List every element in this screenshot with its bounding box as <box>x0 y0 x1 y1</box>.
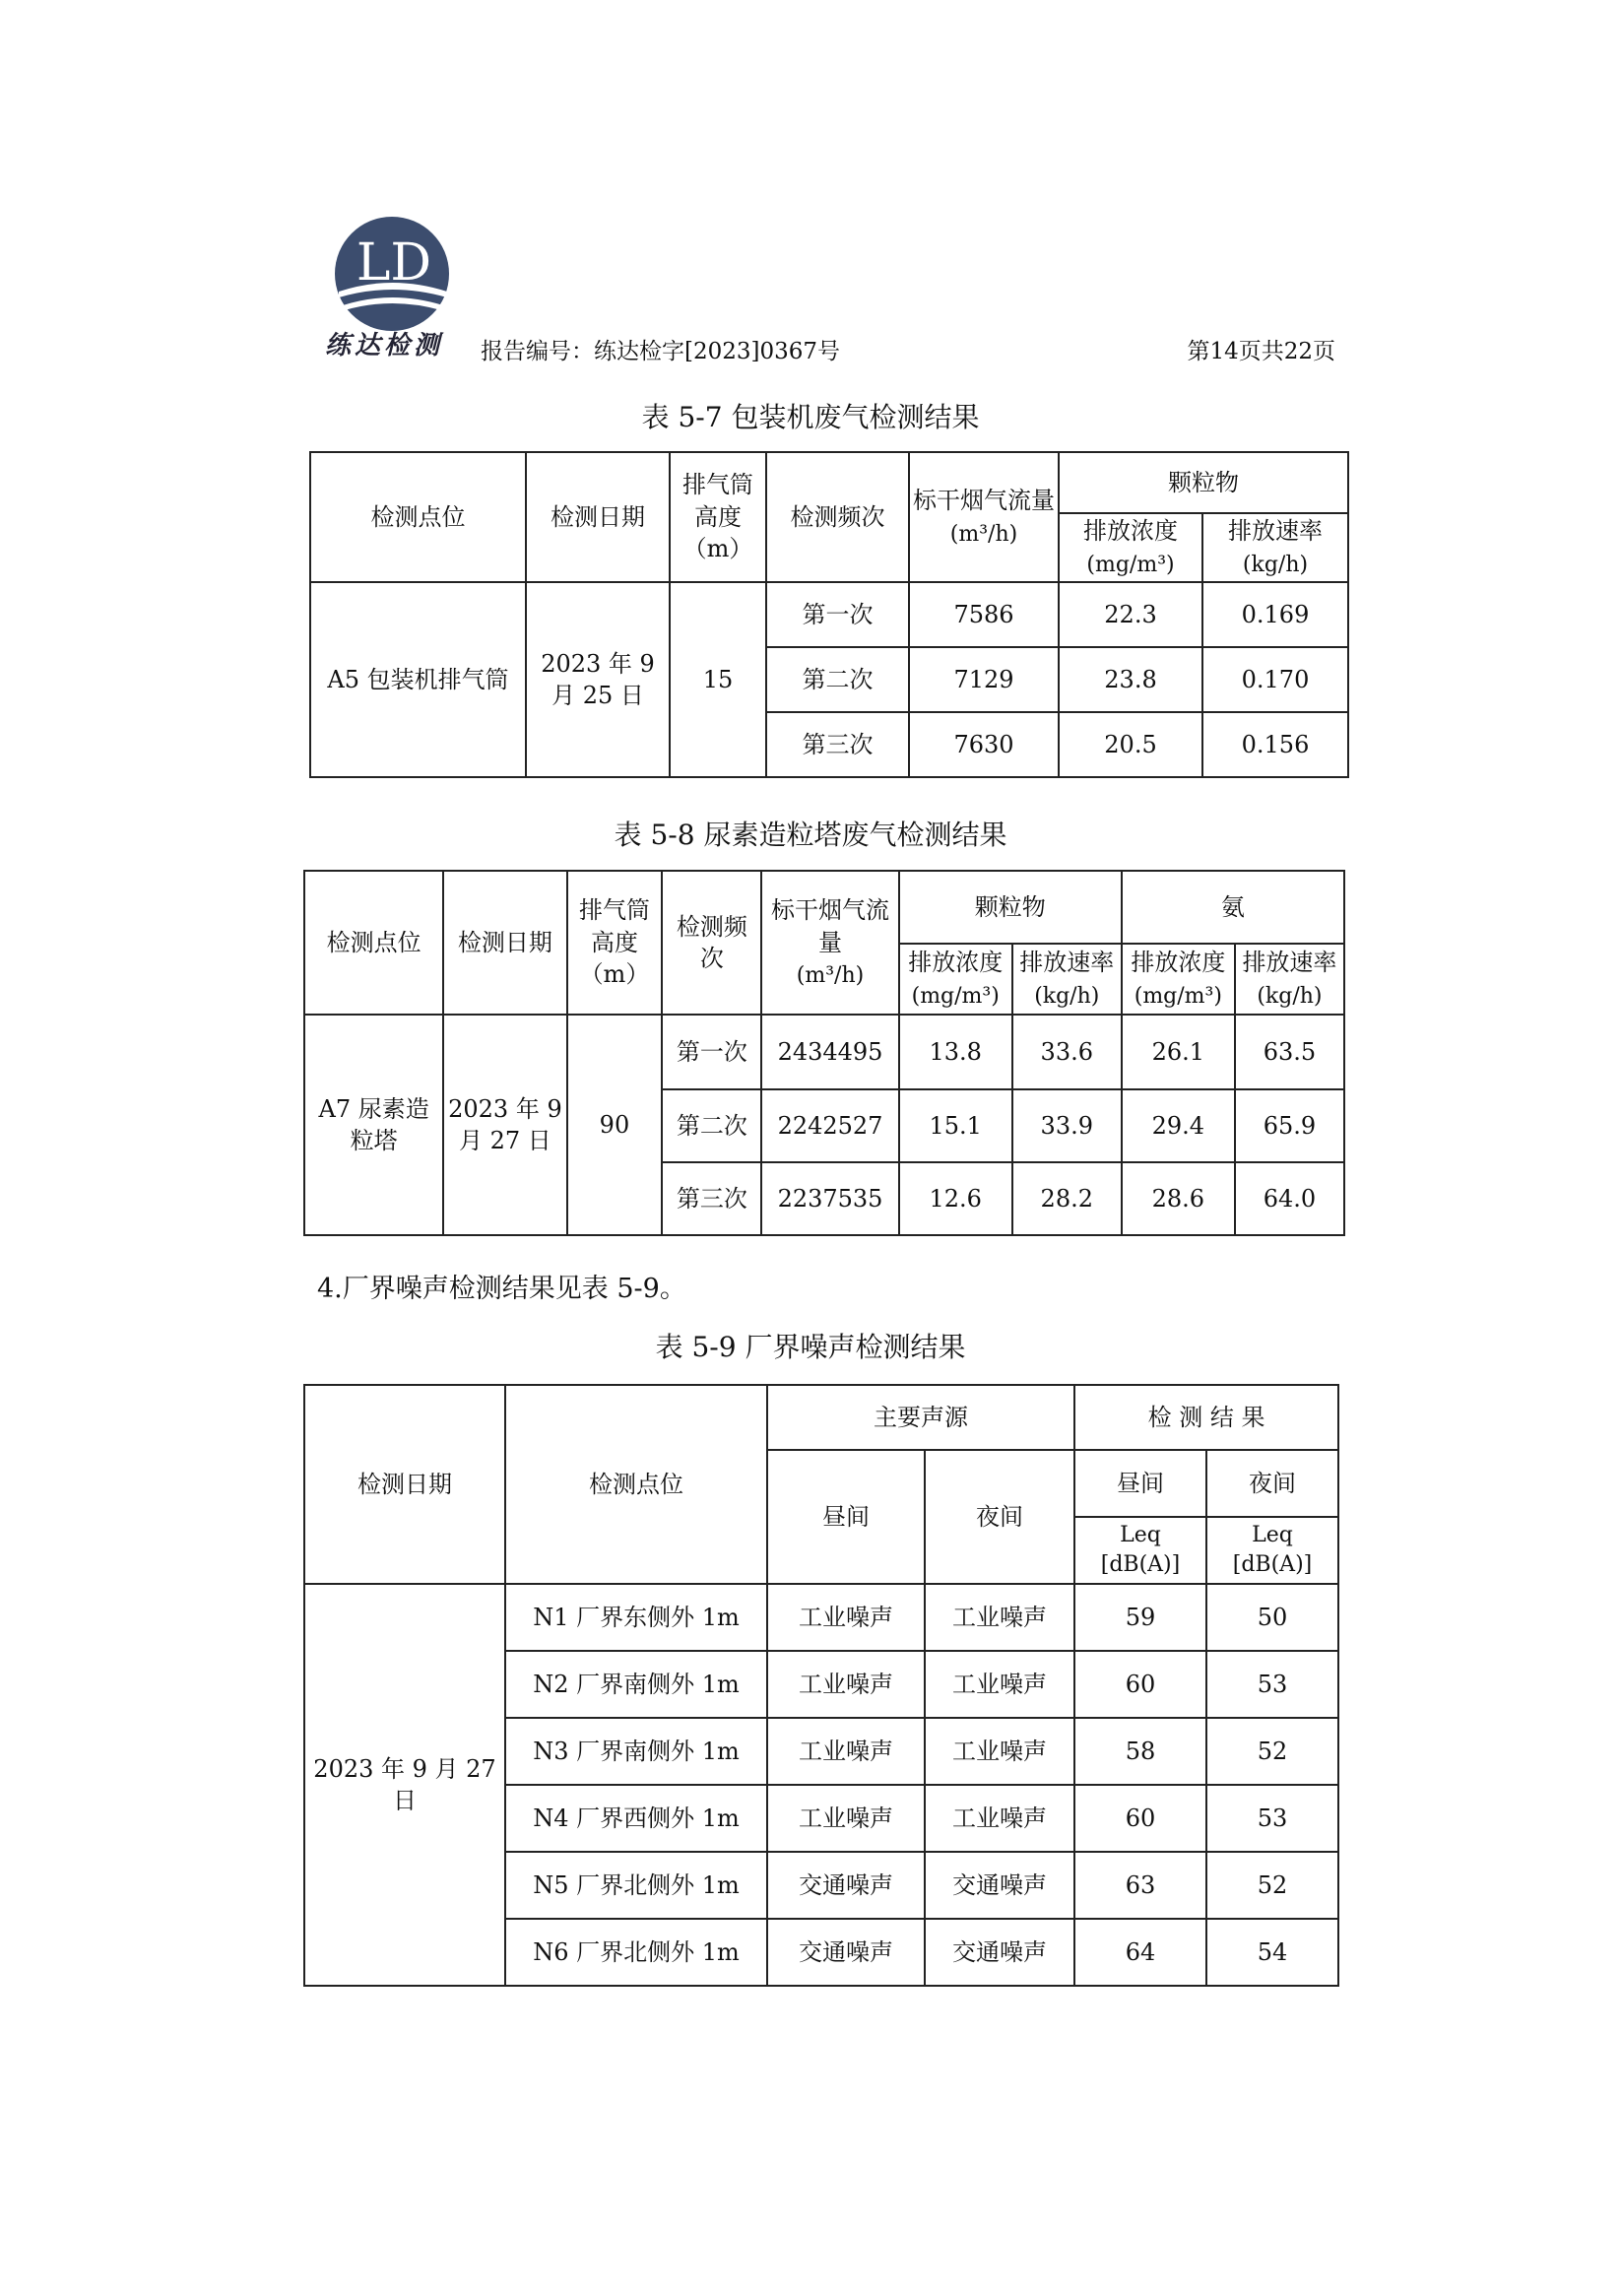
header-source-day: 昼间 <box>767 1450 925 1584</box>
table-5-9 <box>303 1384 1339 1987</box>
cell-night: 52 <box>1206 1852 1338 1919</box>
cell-pm-rate: 28.2 <box>1012 1162 1122 1235</box>
cell-height: 15 <box>670 582 766 777</box>
header-pm: 颗粒物 <box>1059 452 1348 513</box>
cell-src-night: 工业噪声 <box>925 1584 1074 1651</box>
header-source-night: 夜间 <box>925 1450 1074 1584</box>
header-pm-conc: 排放浓度 (mg/m³) <box>899 944 1012 1015</box>
header-result-day: 昼间 <box>1074 1450 1206 1517</box>
cell-nh3-rate: 63.5 <box>1235 1015 1344 1089</box>
cell-point: N1 厂界东侧外 1m <box>505 1584 767 1651</box>
cell-nh3-conc: 26.1 <box>1122 1015 1235 1089</box>
cell-point: N6 厂界北侧外 1m <box>505 1919 767 1986</box>
cell-pm-conc: 13.8 <box>899 1015 1012 1089</box>
cell-src-day: 工业噪声 <box>767 1584 925 1651</box>
cell-day: 59 <box>1074 1584 1206 1651</box>
cell-freq: 第二次 <box>662 1089 761 1162</box>
header-source: 主要声源 <box>767 1385 1074 1450</box>
header-point: 检测点位 <box>304 871 443 1015</box>
cell-src-day: 工业噪声 <box>767 1785 925 1852</box>
header-conc: 排放浓度 (mg/m³) <box>1059 513 1202 582</box>
cell-freq: 第三次 <box>766 712 909 777</box>
cell-pm-rate: 33.9 <box>1012 1089 1122 1162</box>
cell-nh3-conc: 29.4 <box>1122 1089 1235 1162</box>
cell-point: N3 厂界南侧外 1m <box>505 1718 767 1785</box>
cell-flow: 2434495 <box>761 1015 898 1089</box>
header-leq-day: Leq [dB(A)] <box>1074 1517 1206 1584</box>
cell-src-night: 工业噪声 <box>925 1651 1074 1718</box>
header-freq: 检测频次 <box>766 452 909 582</box>
table-row <box>304 1015 1344 1089</box>
company-logo <box>325 215 463 333</box>
table-5-7-caption: 表 5-7 包装机废气检测结果 <box>641 401 980 433</box>
header-date: 检测日期 <box>526 452 670 582</box>
header-flow: 标干烟气流量 (m³/h) <box>761 871 898 1015</box>
header-freq: 检测频次 <box>662 871 761 1015</box>
cell-night: 52 <box>1206 1718 1338 1785</box>
cell-point: A7 尿素造粒塔 <box>304 1015 443 1235</box>
cell-src-day: 工业噪声 <box>767 1718 925 1785</box>
header-pm-rate: 排放速率 (kg/h) <box>1012 944 1122 1015</box>
page-number: 第14页共22页 <box>1187 339 1335 364</box>
cell-nh3-rate: 65.9 <box>1235 1089 1344 1162</box>
header-date: 检测日期 <box>304 1385 505 1584</box>
cell-date: 2023 年 9 月 27 日 <box>443 1015 566 1235</box>
header-date: 检测日期 <box>443 871 566 1015</box>
table-5-9-caption: 表 5-9 厂界噪声检测结果 <box>655 1331 966 1363</box>
header-height: 排气筒高度（m） <box>670 452 766 582</box>
cell-src-day: 交通噪声 <box>767 1919 925 1986</box>
cell-pm-rate: 33.6 <box>1012 1015 1122 1089</box>
cell-day: 63 <box>1074 1852 1206 1919</box>
cell-freq: 第一次 <box>766 582 909 647</box>
header-nh3-rate: 排放速率 (kg/h) <box>1235 944 1344 1015</box>
logo-mark: LD <box>356 233 432 293</box>
cell-night: 53 <box>1206 1785 1338 1852</box>
header-rate: 排放速率 (kg/h) <box>1202 513 1348 582</box>
table-5-8 <box>303 870 1345 1236</box>
header-result: 检 测 结 果 <box>1074 1385 1338 1450</box>
header-pm: 颗粒物 <box>899 871 1122 944</box>
cell-rate: 0.169 <box>1202 582 1348 647</box>
header-result-night: 夜间 <box>1206 1450 1338 1517</box>
cell-freq: 第三次 <box>662 1162 761 1235</box>
header-point: 检测点位 <box>505 1385 767 1584</box>
cell-conc: 20.5 <box>1059 712 1202 777</box>
table-row <box>304 1584 1338 1651</box>
noise-intro: 4.厂界噪声检测结果见表 5-9。 <box>317 1274 686 1304</box>
cell-date: 2023 年 9 月 25 日 <box>526 582 670 777</box>
cell-day: 58 <box>1074 1718 1206 1785</box>
header-leq-night: Leq [dB(A)] <box>1206 1517 1338 1584</box>
cell-src-night: 交通噪声 <box>925 1919 1074 1986</box>
header-height: 排气筒高度（m） <box>567 871 663 1015</box>
cell-conc: 22.3 <box>1059 582 1202 647</box>
header-point: 检测点位 <box>310 452 526 582</box>
cell-night: 50 <box>1206 1584 1338 1651</box>
cell-conc: 23.8 <box>1059 647 1202 712</box>
cell-night: 53 <box>1206 1651 1338 1718</box>
cell-day: 60 <box>1074 1651 1206 1718</box>
table-row <box>310 582 1348 647</box>
cell-freq: 第一次 <box>662 1015 761 1089</box>
cell-pm-conc: 15.1 <box>899 1089 1012 1162</box>
cell-src-night: 工业噪声 <box>925 1718 1074 1785</box>
cell-point: N2 厂界南侧外 1m <box>505 1651 767 1718</box>
table-5-8-caption: 表 5-8 尿素造粒塔废气检测结果 <box>614 819 1007 851</box>
cell-date: 2023 年 9 月 27 日 <box>304 1584 505 1986</box>
cell-day: 64 <box>1074 1919 1206 1986</box>
cell-flow: 2242527 <box>761 1089 898 1162</box>
cell-nh3-conc: 28.6 <box>1122 1162 1235 1235</box>
header-nh3-conc: 排放浓度 (mg/m³) <box>1122 944 1235 1015</box>
cell-freq: 第二次 <box>766 647 909 712</box>
cell-point: N4 厂界西侧外 1m <box>505 1785 767 1852</box>
cell-point: N5 厂界北侧外 1m <box>505 1852 767 1919</box>
table-5-7 <box>309 451 1349 778</box>
cell-flow: 7586 <box>909 582 1059 647</box>
cell-rate: 0.170 <box>1202 647 1348 712</box>
cell-flow: 2237535 <box>761 1162 898 1235</box>
cell-rate: 0.156 <box>1202 712 1348 777</box>
cell-src-day: 交通噪声 <box>767 1852 925 1919</box>
logo-name: 练达检测 <box>325 331 444 361</box>
cell-height: 90 <box>567 1015 663 1235</box>
header-flow: 标干烟气流量 (m³/h) <box>909 452 1059 582</box>
cell-src-night: 工业噪声 <box>925 1785 1074 1852</box>
cell-flow: 7129 <box>909 647 1059 712</box>
cell-flow: 7630 <box>909 712 1059 777</box>
cell-day: 60 <box>1074 1785 1206 1852</box>
cell-night: 54 <box>1206 1919 1338 1986</box>
cell-pm-conc: 12.6 <box>899 1162 1012 1235</box>
cell-src-day: 工业噪声 <box>767 1651 925 1718</box>
header-nh3: 氨 <box>1122 871 1344 944</box>
cell-nh3-rate: 64.0 <box>1235 1162 1344 1235</box>
cell-src-night: 交通噪声 <box>925 1852 1074 1919</box>
cell-point: A5 包装机排气筒 <box>310 582 526 777</box>
report-number: 报告编号：练达检字[2023]0367号 <box>481 339 841 364</box>
